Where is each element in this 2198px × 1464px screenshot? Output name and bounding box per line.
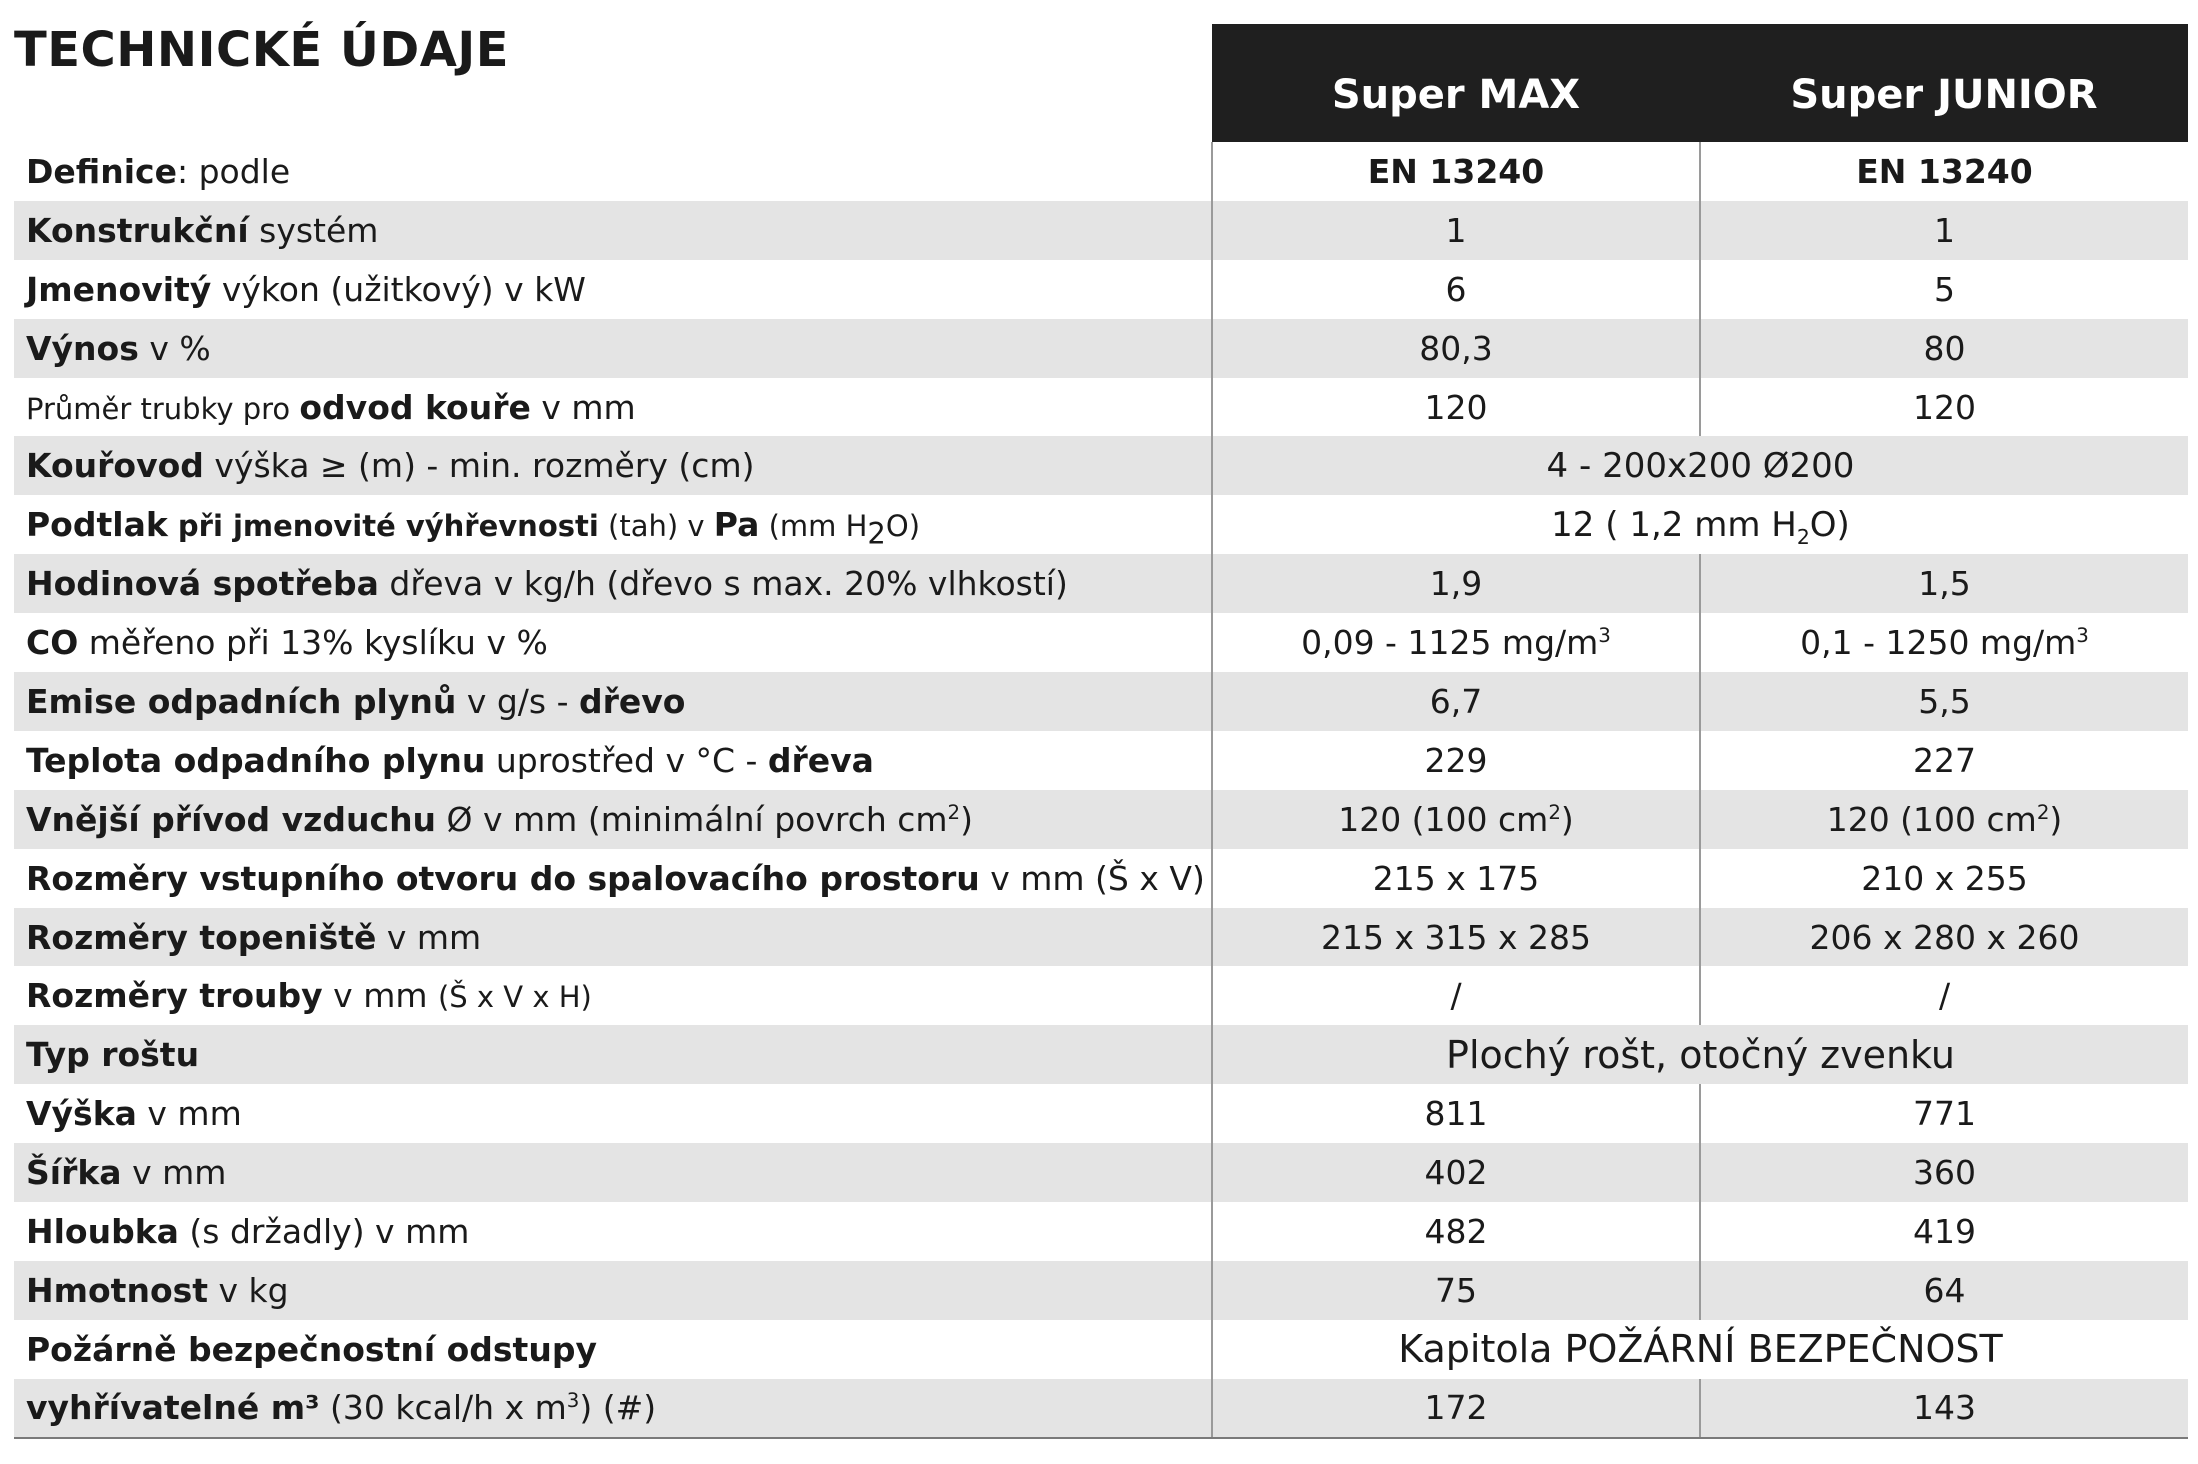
table-row-hloubka — [14, 1202, 2188, 1261]
table-row-sirka — [14, 1143, 2188, 1202]
table-row-rost — [14, 1025, 2188, 1084]
value-super-junior: 227 — [1700, 731, 2188, 790]
value-super-junior: 0,1 - 1250 $mg/m^3$ — [1700, 613, 2188, 672]
page-title: TECHNICKÉ ÚDAJE — [14, 22, 509, 78]
value-super-max: 120 — [1212, 378, 1700, 437]
row-label: Definice: podle — [26, 151, 291, 191]
table-row-emise — [14, 672, 2188, 731]
table-row-privod — [14, 790, 2188, 849]
value-super-max: 1,9 — [1212, 554, 1700, 613]
row-label: Průměr trubky pro odvod kouře v mm — [26, 387, 636, 427]
table-row-kourovod — [14, 436, 2188, 495]
value-super-max: 6,7 — [1212, 672, 1700, 731]
value-super-junior: 206 x 280 x 260 — [1700, 908, 2188, 967]
value-super-max: 172 — [1212, 1379, 1700, 1438]
row-label: Požárně bezpečnostní odstupy — [26, 1329, 597, 1369]
value-super-junior: 771 — [1700, 1084, 2188, 1143]
row-label: Hmotnost v kg — [14, 1261, 1212, 1320]
table-row-konstrukcni — [14, 201, 2188, 260]
value-super-junior: 120 — [1700, 378, 2188, 437]
value-super-max: 6 — [1212, 260, 1700, 319]
table-row-co — [14, 613, 2188, 672]
value-super-junior: 360 — [1700, 1143, 2188, 1202]
table-row-spotreba — [14, 554, 2188, 613]
table-row-vykon — [14, 260, 2188, 319]
row-label: Podtlak při jmenovité výhřevnosti (tah) v Pa (mm $H_2O$) — [26, 505, 921, 551]
row-label: Teplota odpadního plynu uprostřed v °C - dřeva — [26, 740, 874, 780]
value-super-max: 402 — [1212, 1143, 1700, 1202]
row-label: Vnější přívod vzduchu Ø v mm (minimální povrch $cm^2$) — [14, 790, 1212, 849]
row-label: Typ roštu — [14, 1025, 1212, 1084]
value-super-max: 229 — [1212, 731, 1700, 790]
table-row-definice — [14, 142, 2188, 201]
value-super-max: / — [1212, 966, 1700, 1025]
table-row-teplota — [14, 731, 2188, 790]
row-label: Rozměry vstupního otvoru do spalovacího prostoru v mm (Š x V) — [26, 858, 1205, 898]
value-super-junior: 419 — [1700, 1202, 2188, 1261]
value-super-junior: 210 x 255 — [1700, 849, 2188, 908]
row-label: Hodinová spotřeba dřeva v kg/h (dřevo s max. 20% vlhkostí) — [14, 554, 1212, 613]
table-header — [1212, 24, 2188, 142]
value-super-max: 75 — [1212, 1261, 1700, 1320]
table-row-vynos — [14, 319, 2188, 378]
value-super-max: EN 13240 — [1212, 142, 1700, 201]
row-label: Výška v mm — [26, 1094, 242, 1134]
value-super-junior: 5,5 — [1700, 672, 2188, 731]
value-super-max: 215 x 315 x 285 — [1212, 908, 1700, 967]
value-shared: Plochý rošt, otočný zvenku — [1212, 1025, 2188, 1084]
table-row-odstupy — [14, 1320, 2188, 1379]
value-super-max: 120 (100 $cm^2$) — [1212, 790, 1700, 849]
value-super-max: 80,3 — [1212, 319, 1700, 378]
row-label: Jmenovitý výkon (užitkový) v kW — [26, 269, 586, 309]
row-label: Hloubka (s držadly) v mm — [26, 1211, 470, 1251]
row-label: Rozměry topeniště v mm — [14, 908, 1212, 967]
row-label: Emise odpadních plynů v g/s - dřevo — [14, 672, 1212, 731]
value-super-junior: 120 (100 $cm^2$) — [1700, 790, 2188, 849]
value-super-junior: 1,5 — [1700, 554, 2188, 613]
value-shared: 12 ( 1,2 mm $H_2O$) — [1212, 495, 2188, 554]
row-label: CO měřeno při 13% kyslíku v % — [26, 623, 548, 663]
column-header-super-junior: Super JUNIOR — [1790, 72, 2098, 118]
row-label: Konstrukční systém — [14, 201, 1212, 260]
value-super-junior: EN 13240 — [1700, 142, 2188, 201]
value-shared: Kapitola POŽÁRNÍ BEZPEČNOST — [1212, 1320, 2188, 1379]
value-super-max: 482 — [1212, 1202, 1700, 1261]
table-row-podtlak — [14, 495, 2188, 554]
table-row-prumer — [14, 378, 2188, 437]
column-header-super-max: Super MAX — [1331, 72, 1581, 118]
value-super-junior: 5 — [1700, 260, 2188, 319]
spec-table — [14, 142, 2188, 1439]
value-shared: 4 - 200x200 Ø200 — [1212, 436, 2188, 495]
table-row-vyska — [14, 1084, 2188, 1143]
table-row-hmotnost — [14, 1261, 2188, 1320]
row-label: Rozměry trouby v mm (Š x V x H) — [26, 976, 592, 1016]
table-row-topeniste — [14, 908, 2188, 967]
value-super-junior: 64 — [1700, 1261, 2188, 1320]
value-super-junior: 143 — [1700, 1379, 2188, 1438]
table-row-trouby — [14, 966, 2188, 1025]
row-label: Výnos v % — [14, 319, 1212, 378]
table-row-vyhrivatelne — [14, 1379, 2188, 1438]
row-label: Kouřovod výška ≥ (m) - min. rozměry (cm) — [14, 436, 1212, 495]
value-super-max: 0,09 - 1125 $mg/m^3$ — [1212, 613, 1700, 672]
value-super-junior: 80 — [1700, 319, 2188, 378]
value-super-max: 1 — [1212, 201, 1700, 260]
value-super-max: 215 x 175 — [1212, 849, 1700, 908]
value-super-junior: 1 — [1700, 201, 2188, 260]
table-row-otvor — [14, 849, 2188, 908]
value-super-max: 811 — [1212, 1084, 1700, 1143]
row-label: Šířka v mm — [14, 1143, 1212, 1202]
row-label: vyhřívatelné m³ (30 kcal/h x $m^3$) (#) — [14, 1379, 1212, 1438]
value-super-junior: / — [1700, 966, 2188, 1025]
